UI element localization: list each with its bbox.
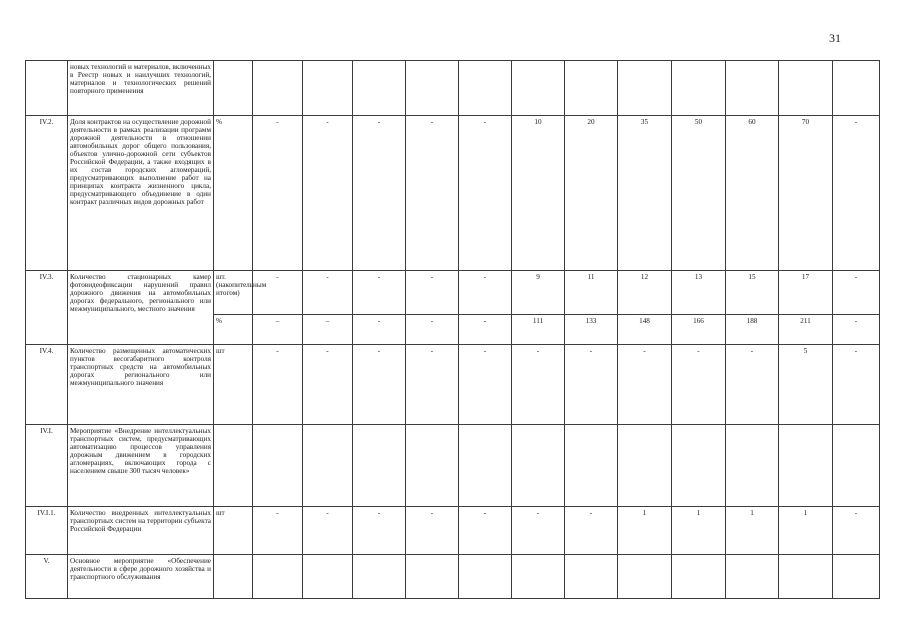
page-number: 31: [829, 31, 841, 45]
value-cell: [406, 425, 459, 507]
value-cell: [353, 425, 406, 507]
value-cell: [833, 61, 880, 116]
table-row: [26, 271, 880, 315]
value-cell: [779, 555, 833, 599]
table-row: [26, 507, 880, 555]
value-cell: 1: [672, 507, 726, 555]
row-number-cell: IV.4.: [26, 345, 68, 425]
indicator-name-cell: Основное мероприятие «Обеспечение деятельности в сфере дорожного хозяйства и транспортного обслуживания: [68, 555, 214, 599]
value-cell: 166: [672, 315, 726, 345]
unit-cell: %: [214, 116, 253, 271]
value-cell: [303, 61, 353, 116]
value-cell: 9: [512, 271, 565, 315]
value-cell: [726, 555, 779, 599]
value-cell: -: [303, 116, 353, 271]
value-cell: [459, 425, 512, 507]
unit-cell: [214, 61, 253, 116]
unit-cell: [214, 425, 253, 507]
value-cell: [353, 555, 406, 599]
value-cell: -: [565, 507, 618, 555]
value-cell: [512, 61, 565, 116]
value-cell: [672, 61, 726, 116]
value-cell: 70: [779, 116, 833, 271]
value-cell: [303, 555, 353, 599]
value-cell: -: [353, 271, 406, 315]
row-number-cell: IV.I.1.: [26, 507, 68, 555]
value-cell: [353, 61, 406, 116]
value-cell: -: [512, 507, 565, 555]
value-cell: 35: [618, 116, 672, 271]
value-cell: -: [833, 315, 880, 345]
value-cell: -: [459, 507, 512, 555]
value-cell: [459, 61, 512, 116]
value-cell: 188: [726, 315, 779, 345]
value-cell: 211: [779, 315, 833, 345]
value-cell: [406, 61, 459, 116]
value-cell: -: [833, 271, 880, 315]
value-cell: -: [833, 116, 880, 271]
value-cell: [779, 61, 833, 116]
unit-cell: шт: [214, 345, 253, 425]
value-cell: 111: [512, 315, 565, 345]
table-row: [26, 555, 880, 599]
value-cell: 50: [672, 116, 726, 271]
value-cell: -: [353, 507, 406, 555]
value-cell: [459, 555, 512, 599]
value-cell: 133: [565, 315, 618, 345]
indicators-table: [25, 60, 880, 599]
indicator-name-cell: Количество стационарных камер фотовидеофиксации нарушений правил дорожного движения на автомобильных дорогах федерального, регионального или межмуниципального, местного значения: [68, 271, 214, 345]
value-cell: 1: [726, 507, 779, 555]
value-cell: [406, 555, 459, 599]
value-cell: 12: [618, 271, 672, 315]
value-cell: 11: [565, 271, 618, 315]
value-cell: 1: [618, 507, 672, 555]
value-cell: 10: [512, 116, 565, 271]
value-cell: -: [459, 116, 512, 271]
table-row: [26, 425, 880, 507]
indicator-name-cell: Мероприятие «Внедрение интеллектуальных транспортных систем, предусматривающих автоматизацию процессов управления дорожным движением в городских агломерациях, включающих города с населением свыше 300 тысяч человек»: [68, 425, 214, 507]
value-cell: -: [618, 345, 672, 425]
value-cell: [618, 555, 672, 599]
value-cell: 60: [726, 116, 779, 271]
value-cell: -: [353, 345, 406, 425]
indicator-name-cell: Доля контрактов на осуществление дорожной деятельности в рамках реализации программ дорожной деятельности в отношении автомобильных дорог общего пользования, объектов улично-дорожной сети субъектов Российской Федерации, а также входящих в их состав городских агломераций, предусматривающих выполнение работ на принципах контракта жизненного цикла, предусматривающего объединение в один контракт различных видов дорожных работ: [68, 116, 214, 271]
value-cell: 5: [779, 345, 833, 425]
value-cell: -: [726, 345, 779, 425]
value-cell: [618, 61, 672, 116]
value-cell: -: [253, 271, 303, 315]
value-cell: –: [253, 315, 303, 345]
value-cell: -: [672, 345, 726, 425]
value-cell: [672, 555, 726, 599]
value-cell: -: [406, 315, 459, 345]
value-cell: [833, 555, 880, 599]
value-cell: [565, 425, 618, 507]
value-cell: -: [512, 345, 565, 425]
value-cell: -: [459, 345, 512, 425]
indicator-name-cell: новых технологий и материалов, включенных в Реестр новых и наилучших технологий, материалов и технологических решений повторного применения: [68, 61, 214, 116]
value-cell: [726, 425, 779, 507]
value-cell: -: [459, 315, 512, 345]
value-cell: -: [406, 271, 459, 315]
value-cell: [253, 61, 303, 116]
value-cell: 13: [672, 271, 726, 315]
table-row: [26, 61, 880, 116]
value-cell: -: [459, 271, 512, 315]
value-cell: [565, 61, 618, 116]
indicator-name-cell: Количество внедренных интеллектуальных транспортных систем на территории субъекта Российской Федерации: [68, 507, 214, 555]
value-cell: [303, 425, 353, 507]
row-number-cell: IV.I.: [26, 425, 68, 507]
indicator-name-cell: Количество размещенных автоматических пунктов весогабаритного контроля транспортных средств на автомобильных дорогах регионального или межмуниципального значения: [68, 345, 214, 425]
value-cell: -: [406, 116, 459, 271]
value-cell: -: [406, 507, 459, 555]
value-cell: -: [353, 116, 406, 271]
value-cell: [253, 555, 303, 599]
value-cell: -: [253, 507, 303, 555]
value-cell: [672, 425, 726, 507]
value-cell: -: [833, 507, 880, 555]
row-number-cell: V.: [26, 555, 68, 599]
table-row: [26, 345, 880, 425]
value-cell: [253, 425, 303, 507]
value-cell: [833, 425, 880, 507]
value-cell: 15: [726, 271, 779, 315]
value-cell: 20: [565, 116, 618, 271]
value-cell: -: [253, 116, 303, 271]
value-cell: -: [253, 345, 303, 425]
unit-cell: [214, 555, 253, 599]
table-body: [26, 61, 880, 599]
value-cell: -: [406, 345, 459, 425]
value-cell: 148: [618, 315, 672, 345]
value-cell: [565, 555, 618, 599]
row-number-cell: IV.2.: [26, 116, 68, 271]
value-cell: [618, 425, 672, 507]
row-number-cell: IV.3.: [26, 271, 68, 345]
value-cell: [512, 425, 565, 507]
value-cell: –: [303, 315, 353, 345]
value-cell: -: [353, 315, 406, 345]
unit-cell: шт: [214, 507, 253, 555]
value-cell: -: [303, 345, 353, 425]
value-cell: [512, 555, 565, 599]
value-cell: 1: [779, 507, 833, 555]
value-cell: 17: [779, 271, 833, 315]
value-cell: -: [303, 271, 353, 315]
row-number-cell: [26, 61, 68, 116]
value-cell: [726, 61, 779, 116]
value-cell: [779, 425, 833, 507]
value-cell: -: [565, 345, 618, 425]
value-cell: -: [833, 345, 880, 425]
value-cell: -: [303, 507, 353, 555]
unit-cell: шт. (накопительным итогом): [214, 271, 253, 315]
unit-cell: %: [214, 315, 253, 345]
table-row: [26, 116, 880, 271]
